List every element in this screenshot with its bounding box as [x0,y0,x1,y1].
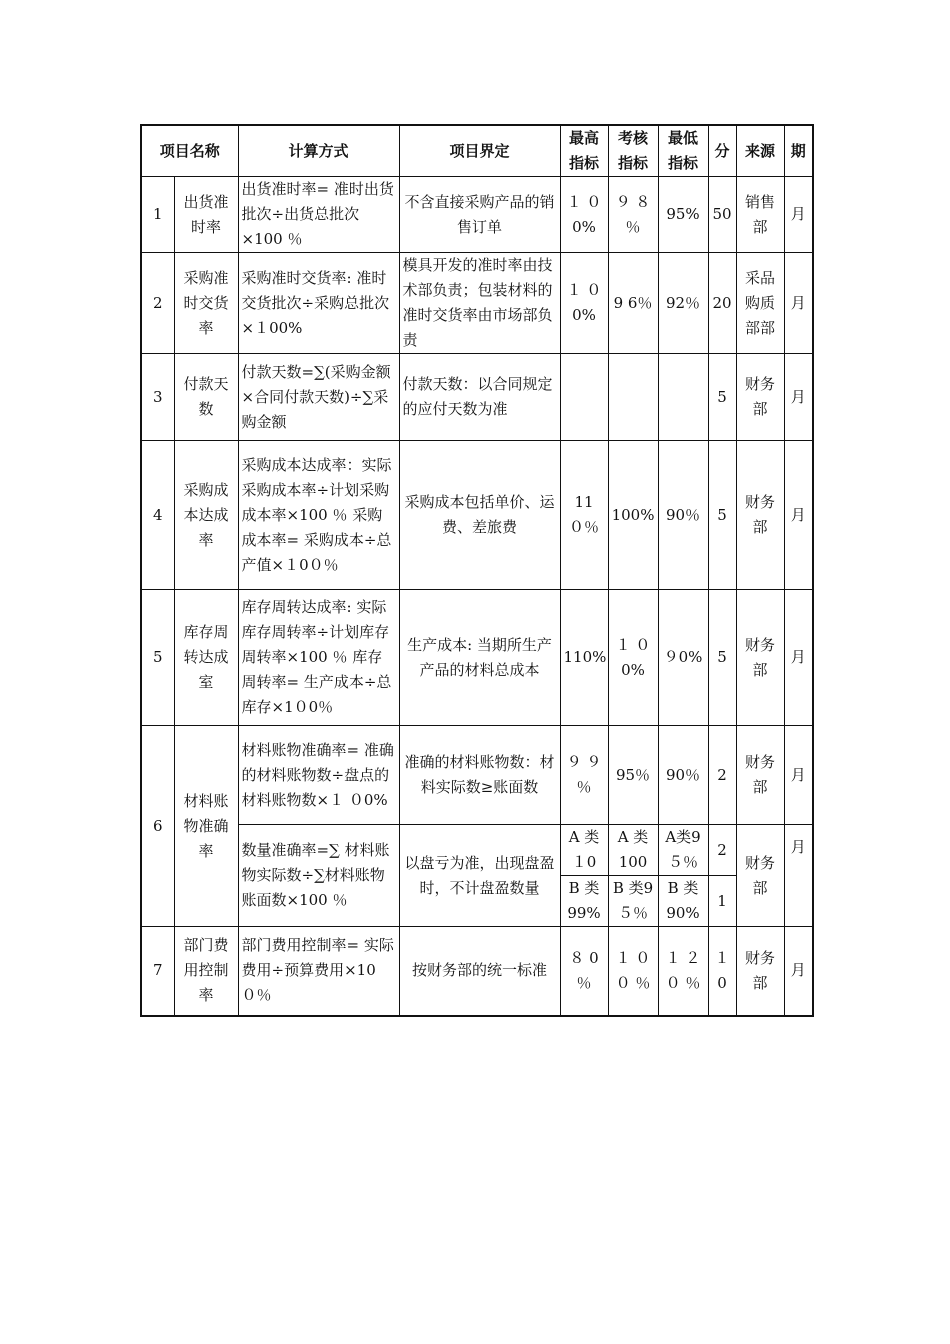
row-number: 5 [141,590,174,726]
score-a: 2 [708,825,736,876]
period: 月 [784,726,813,825]
target-value: 9 6％ [608,253,658,354]
source: 财务部 [736,354,784,441]
header-max: 最高指标 [560,125,608,177]
item-name: 部门费用控制率 [174,927,238,1016]
period: 月 [784,927,813,1016]
header-item-name: 项目名称 [141,125,238,177]
target-value-b: B 类9５％ [608,876,658,927]
source: 财务部 [736,590,784,726]
kpi-table [140,124,814,1017]
header-score: 分 [708,125,736,177]
row-number: 7 [141,927,174,1016]
score: 2 [708,726,736,825]
calc-method: 材料账物准确率= 准确的材料账物数÷盘点的材料账物数×１ ０0% [238,726,399,825]
definition: 模具开发的准时率由技术部负责；包装材料的准时交货率由市场部负责 [399,253,560,354]
min-value: 90％ [658,726,708,825]
source: 销售部 [736,177,784,253]
header-row [141,125,813,177]
calc-method: 库存周转达成率: 实际库存周转率÷计划库存周转率×100 ％ 库存周转率= 生产成本÷总库存×1０0％ [238,590,399,726]
table-row [141,927,813,1016]
max-value: 11０％ [560,441,608,590]
source: 财务部 [736,726,784,825]
table-row [141,441,813,590]
max-value [560,354,608,441]
header-source: 来源 [736,125,784,177]
header-period: 期 [784,125,813,177]
table-row [141,253,813,354]
source: 财务部 [736,825,784,927]
item-name: 库存周转达成室 [174,590,238,726]
row-number: 3 [141,354,174,441]
definition: 付款天数：以合同规定的应付天数为准 [399,354,560,441]
calc-method: 付款天数=∑(采购金额×合同付款天数)÷∑采购金额 [238,354,399,441]
calc-method: 采购准时交货率: 准时交货批次÷采购总批次×１00% [238,253,399,354]
calc-method: 部门费用控制率= 实际费用÷预算费用×10０％ [238,927,399,1016]
score: 5 [708,590,736,726]
target-value: １ ０ ０ ％ [608,927,658,1016]
row-number: 1 [141,177,174,253]
period: 月 [784,825,813,927]
definition: 采购成本包括单价、运费、差旅费 [399,441,560,590]
target-value: ９ ８ ％ [608,177,658,253]
target-value [608,354,658,441]
target-value: １ ０ 0% [608,590,658,726]
source: 财务部 [736,927,784,1016]
score: 5 [708,354,736,441]
score: 5 [708,441,736,590]
score: 20 [708,253,736,354]
min-value [658,354,708,441]
min-value-b: B 类90% [658,876,708,927]
row-number: 2 [141,253,174,354]
period: 月 [784,253,813,354]
table-row [141,177,813,253]
header-calc-method: 计算方式 [238,125,399,177]
row-number: 4 [141,441,174,590]
score: １0 [708,927,736,1016]
table-row [141,726,813,825]
score: 50 [708,177,736,253]
header-definition: 项目界定 [399,125,560,177]
definition: 不含直接采购产品的销售订单 [399,177,560,253]
item-name: 出货准时率 [174,177,238,253]
item-name: 采购成本达成率 [174,441,238,590]
definition: 以盘亏为准，出现盘盈时，不计盘盈数量 [399,825,560,927]
period: 月 [784,590,813,726]
calc-method: 数量准确率=∑ 材料账物实际数÷∑材料账物账面数×100 ％ [238,825,399,927]
target-value: 100% [608,441,658,590]
source: 采品购质部部 [736,253,784,354]
header-target: 考核指标 [608,125,658,177]
period: 月 [784,354,813,441]
min-value-a: A类9５％ [658,825,708,876]
max-value: ８ 0 ％ [560,927,608,1016]
min-value: 90％ [658,441,708,590]
header-min: 最低指标 [658,125,708,177]
min-value: 92％ [658,253,708,354]
item-name: 采购准时交货率 [174,253,238,354]
min-value: １ ２ ０ ％ [658,927,708,1016]
max-value: ９ ９ ％ [560,726,608,825]
table-row [141,354,813,441]
min-value: ９0% [658,590,708,726]
max-value: 110% [560,590,608,726]
calc-method: 出货准时率= 准时出货批次÷出货总批次×100 ％ [238,177,399,253]
target-value: 95％ [608,726,658,825]
row-number: 6 [141,726,174,927]
min-value: 95% [658,177,708,253]
max-value-b: B 类99% [560,876,608,927]
table-row [141,590,813,726]
max-value: １ ０ 0% [560,253,608,354]
max-value: １ ０0% [560,177,608,253]
period: 月 [784,441,813,590]
item-name: 材料账物准确率 [174,726,238,927]
item-name: 付款天数 [174,354,238,441]
calc-method: 采购成本达成率：实际采购成本率÷计划采购成本率×100 ％ 采购成本率= 采购成本÷总产值×１0０％ [238,441,399,590]
source: 财务部 [736,441,784,590]
definition: 准确的材料账物数：材料实际数≥账面数 [399,726,560,825]
definition: 生产成本: 当期所生产产品的材料总成本 [399,590,560,726]
target-value-a: A 类100 [608,825,658,876]
max-value-a: A 类１0 [560,825,608,876]
score-b: 1 [708,876,736,927]
table-row [141,825,813,876]
period: 月 [784,177,813,253]
definition: 按财务部的统一标准 [399,927,560,1016]
